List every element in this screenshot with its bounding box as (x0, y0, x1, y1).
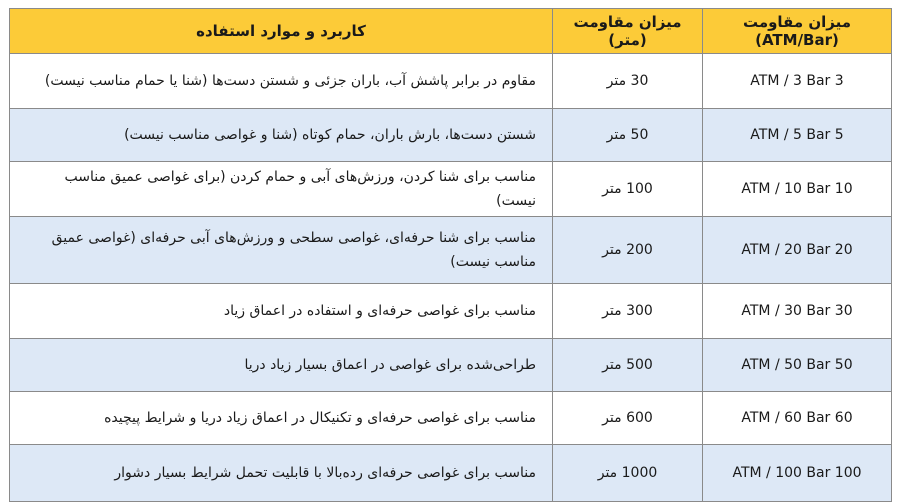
cell-usage: طراحی‌شده برای غواصی در اعماق بسیار زیاد دریا (10, 339, 553, 392)
table-row (10, 162, 892, 217)
cell-meters: 500 متر (553, 339, 703, 392)
cell-meters: 30 متر (553, 54, 703, 109)
cell-atm: 20 ATM / 20 Bar (703, 217, 892, 284)
cell-meters: 300 متر (553, 284, 703, 339)
cell-usage: مناسب برای غواصی حرفه‌ای رده‌بالا با قابلیت تحمل شرایط بسیار دشوار (10, 445, 553, 502)
table-row (10, 392, 892, 445)
cell-atm: 60 ATM / 60 Bar (703, 392, 892, 445)
cell-atm: 5 ATM / 5 Bar (703, 109, 892, 162)
cell-usage: مناسب برای غواصی حرفه‌ای و استفاده در اعماق زیاد (10, 284, 553, 339)
cell-meters: 200 متر (553, 217, 703, 284)
table-row (10, 339, 892, 392)
cell-atm: 100 ATM / 100 Bar (703, 445, 892, 502)
cell-atm: 3 ATM / 3 Bar (703, 54, 892, 109)
water-resistance-table (9, 8, 892, 502)
table-header-row (10, 9, 892, 54)
cell-usage: مناسب برای شنا حرفه‌ای، غواصی سطحی و ورزش‌های آبی حرفه‌ای (غواصی عمیق مناسب نیست) (10, 217, 553, 284)
table-row (10, 54, 892, 109)
water-resistance-table-container (9, 8, 891, 495)
header-usage: کاربرد و موارد استفاده (10, 9, 553, 54)
cell-atm: 30 ATM / 30 Bar (703, 284, 892, 339)
table-row (10, 217, 892, 284)
cell-usage: مناسب برای شنا کردن، ورزش‌های آبی و حمام کردن (برای غواصی عمیق مناسب نیست) (10, 162, 553, 217)
cell-usage: مناسب برای غواصی حرفه‌ای و تکنیکال در اعماق زیاد دریا و شرایط پیچیده (10, 392, 553, 445)
cell-meters: 1000 متر (553, 445, 703, 502)
table-row (10, 445, 892, 502)
cell-usage: مقاوم در برابر پاشش آب، باران جزئی و شستن دست‌ها (شنا یا حمام مناسب نیست) (10, 54, 553, 109)
cell-meters: 600 متر (553, 392, 703, 445)
table-row (10, 284, 892, 339)
cell-usage: شستن دست‌ها، بارش باران، حمام کوتاه (شنا و غواصی مناسب نیست) (10, 109, 553, 162)
header-atm: میزان مقاومت (ATM/Bar) (703, 9, 892, 54)
cell-atm: 50 ATM / 50 Bar (703, 339, 892, 392)
header-meters: میزان مقاومت (متر) (553, 9, 703, 54)
table-row (10, 109, 892, 162)
cell-meters: 50 متر (553, 109, 703, 162)
cell-meters: 100 متر (553, 162, 703, 217)
cell-atm: 10 ATM / 10 Bar (703, 162, 892, 217)
